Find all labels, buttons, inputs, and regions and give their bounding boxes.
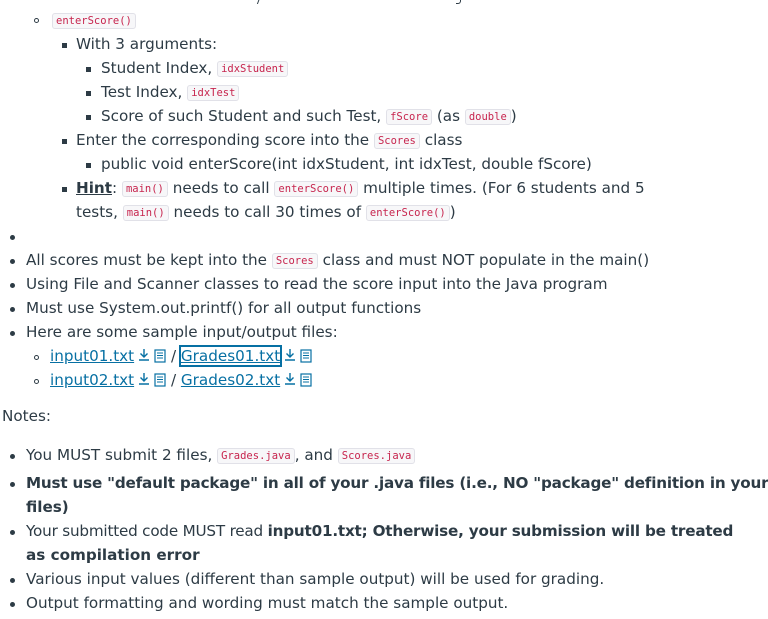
code-grades-java: Grades.java: [217, 448, 295, 464]
download-icon[interactable]: [138, 347, 150, 369]
requirement-file-scanner: Using File and Scanner classes to read the score input into the Java program: [26, 275, 608, 293]
hint-line1: Hint: main() needs to call enterScore() multiple times. (For 6 students and 5: [76, 179, 645, 197]
bullet: [86, 115, 91, 120]
bullet: [86, 163, 91, 168]
requirement-scores: All scores must be kept into the Scores class and must NOT populate in the main(): [26, 251, 650, 269]
code-main: main(): [122, 181, 168, 197]
enterscore-item: [52, 9, 136, 32]
requirement-printf: Must use System.out.printf() for all output functions: [26, 299, 422, 317]
hint-label: Hint: [76, 179, 112, 197]
bullet: [10, 283, 15, 288]
bullet: [62, 139, 67, 144]
bullet: [10, 259, 15, 264]
bullet: [10, 235, 15, 240]
cut-off-glyph: [456, 0, 461, 4]
arg-test: Test Index, idxTest: [101, 81, 239, 104]
note-default-package-cont: files): [26, 498, 69, 516]
code-double: double: [465, 109, 511, 125]
arg-score: Score of such Student and such Test, fScore (as double ): [101, 107, 517, 125]
bullet: [62, 43, 67, 48]
preview-document-icon[interactable]: [154, 371, 166, 393]
bullet: [34, 379, 39, 384]
code-enterscore: enterScore(): [366, 205, 450, 221]
bullet: [10, 602, 15, 607]
grades02-link[interactable]: Grades02.txt: [180, 371, 281, 389]
bullet: [10, 482, 15, 487]
hint-line2: tests, main() needs to call 30 times of enterScore() ): [76, 203, 456, 221]
download-icon[interactable]: [284, 371, 296, 393]
note-read-input-cont: as compilation error: [26, 546, 200, 564]
code-main: main(): [123, 205, 169, 221]
notes-heading: Notes:: [2, 407, 51, 425]
note-input-values: Various input values (different than sample output) will be used for grading.: [26, 570, 605, 588]
input02-link[interactable]: input02.txt: [50, 371, 135, 389]
bullet: [10, 578, 15, 583]
bullet: [10, 530, 15, 535]
enter-corresponding: Enter the corresponding score into the Scores class: [76, 131, 463, 149]
bullet: [10, 454, 15, 459]
bullet: [86, 91, 91, 96]
preview-document-icon[interactable]: [154, 347, 166, 369]
grades01-link[interactable]: Grades01.txt: [180, 347, 281, 365]
note-read-input: Your submitted code MUST read input01.txt; Otherwise, your submission will be treated: [26, 522, 734, 540]
code-enterscore: enterScore(): [274, 181, 358, 197]
file-row-1: input01.txt / Grades01.txt: [50, 345, 312, 369]
cut-off-glyph: [257, 0, 266, 4]
bullet: [62, 187, 67, 192]
bullet: [86, 67, 91, 72]
args-intro: With 3 arguments:: [76, 35, 218, 53]
preview-document-icon[interactable]: [300, 347, 312, 369]
code-scores: Scores: [272, 253, 318, 269]
code-enterscore: enterScore(): [52, 13, 136, 29]
note-default-package: Must use "default package" in all of your .java files (i.e., NO "package" definition in your: [26, 474, 768, 492]
download-icon[interactable]: [138, 371, 150, 393]
signature: public void enterScore(int idxStudent, int idxTest, double fScore): [101, 155, 592, 173]
arg-student: Student Index, idxStudent: [101, 57, 288, 80]
file-row-2: input02.txt / Grades02.txt: [50, 369, 312, 393]
requirement-sample-files: Here are some sample input/output files:: [26, 323, 338, 341]
preview-document-icon[interactable]: [300, 371, 312, 393]
bullet: [10, 331, 15, 336]
note-output-format: Output formatting and wording must match the sample output.: [26, 594, 509, 612]
input01-link[interactable]: input01.txt: [50, 347, 135, 365]
bullet: [10, 307, 15, 312]
code-scores: Scores: [374, 133, 420, 149]
download-icon[interactable]: [284, 347, 296, 369]
note-submit-files: You MUST submit 2 files, Grades.java , and Scores.java: [26, 444, 415, 467]
bullet: [34, 355, 39, 360]
code-scores-java: Scores.java: [338, 448, 416, 464]
code-idxtest: idxTest: [187, 85, 239, 101]
code-fscore: fScore: [386, 109, 432, 125]
bullet: [34, 18, 39, 23]
code-idxstudent: idxStudent: [217, 61, 288, 77]
